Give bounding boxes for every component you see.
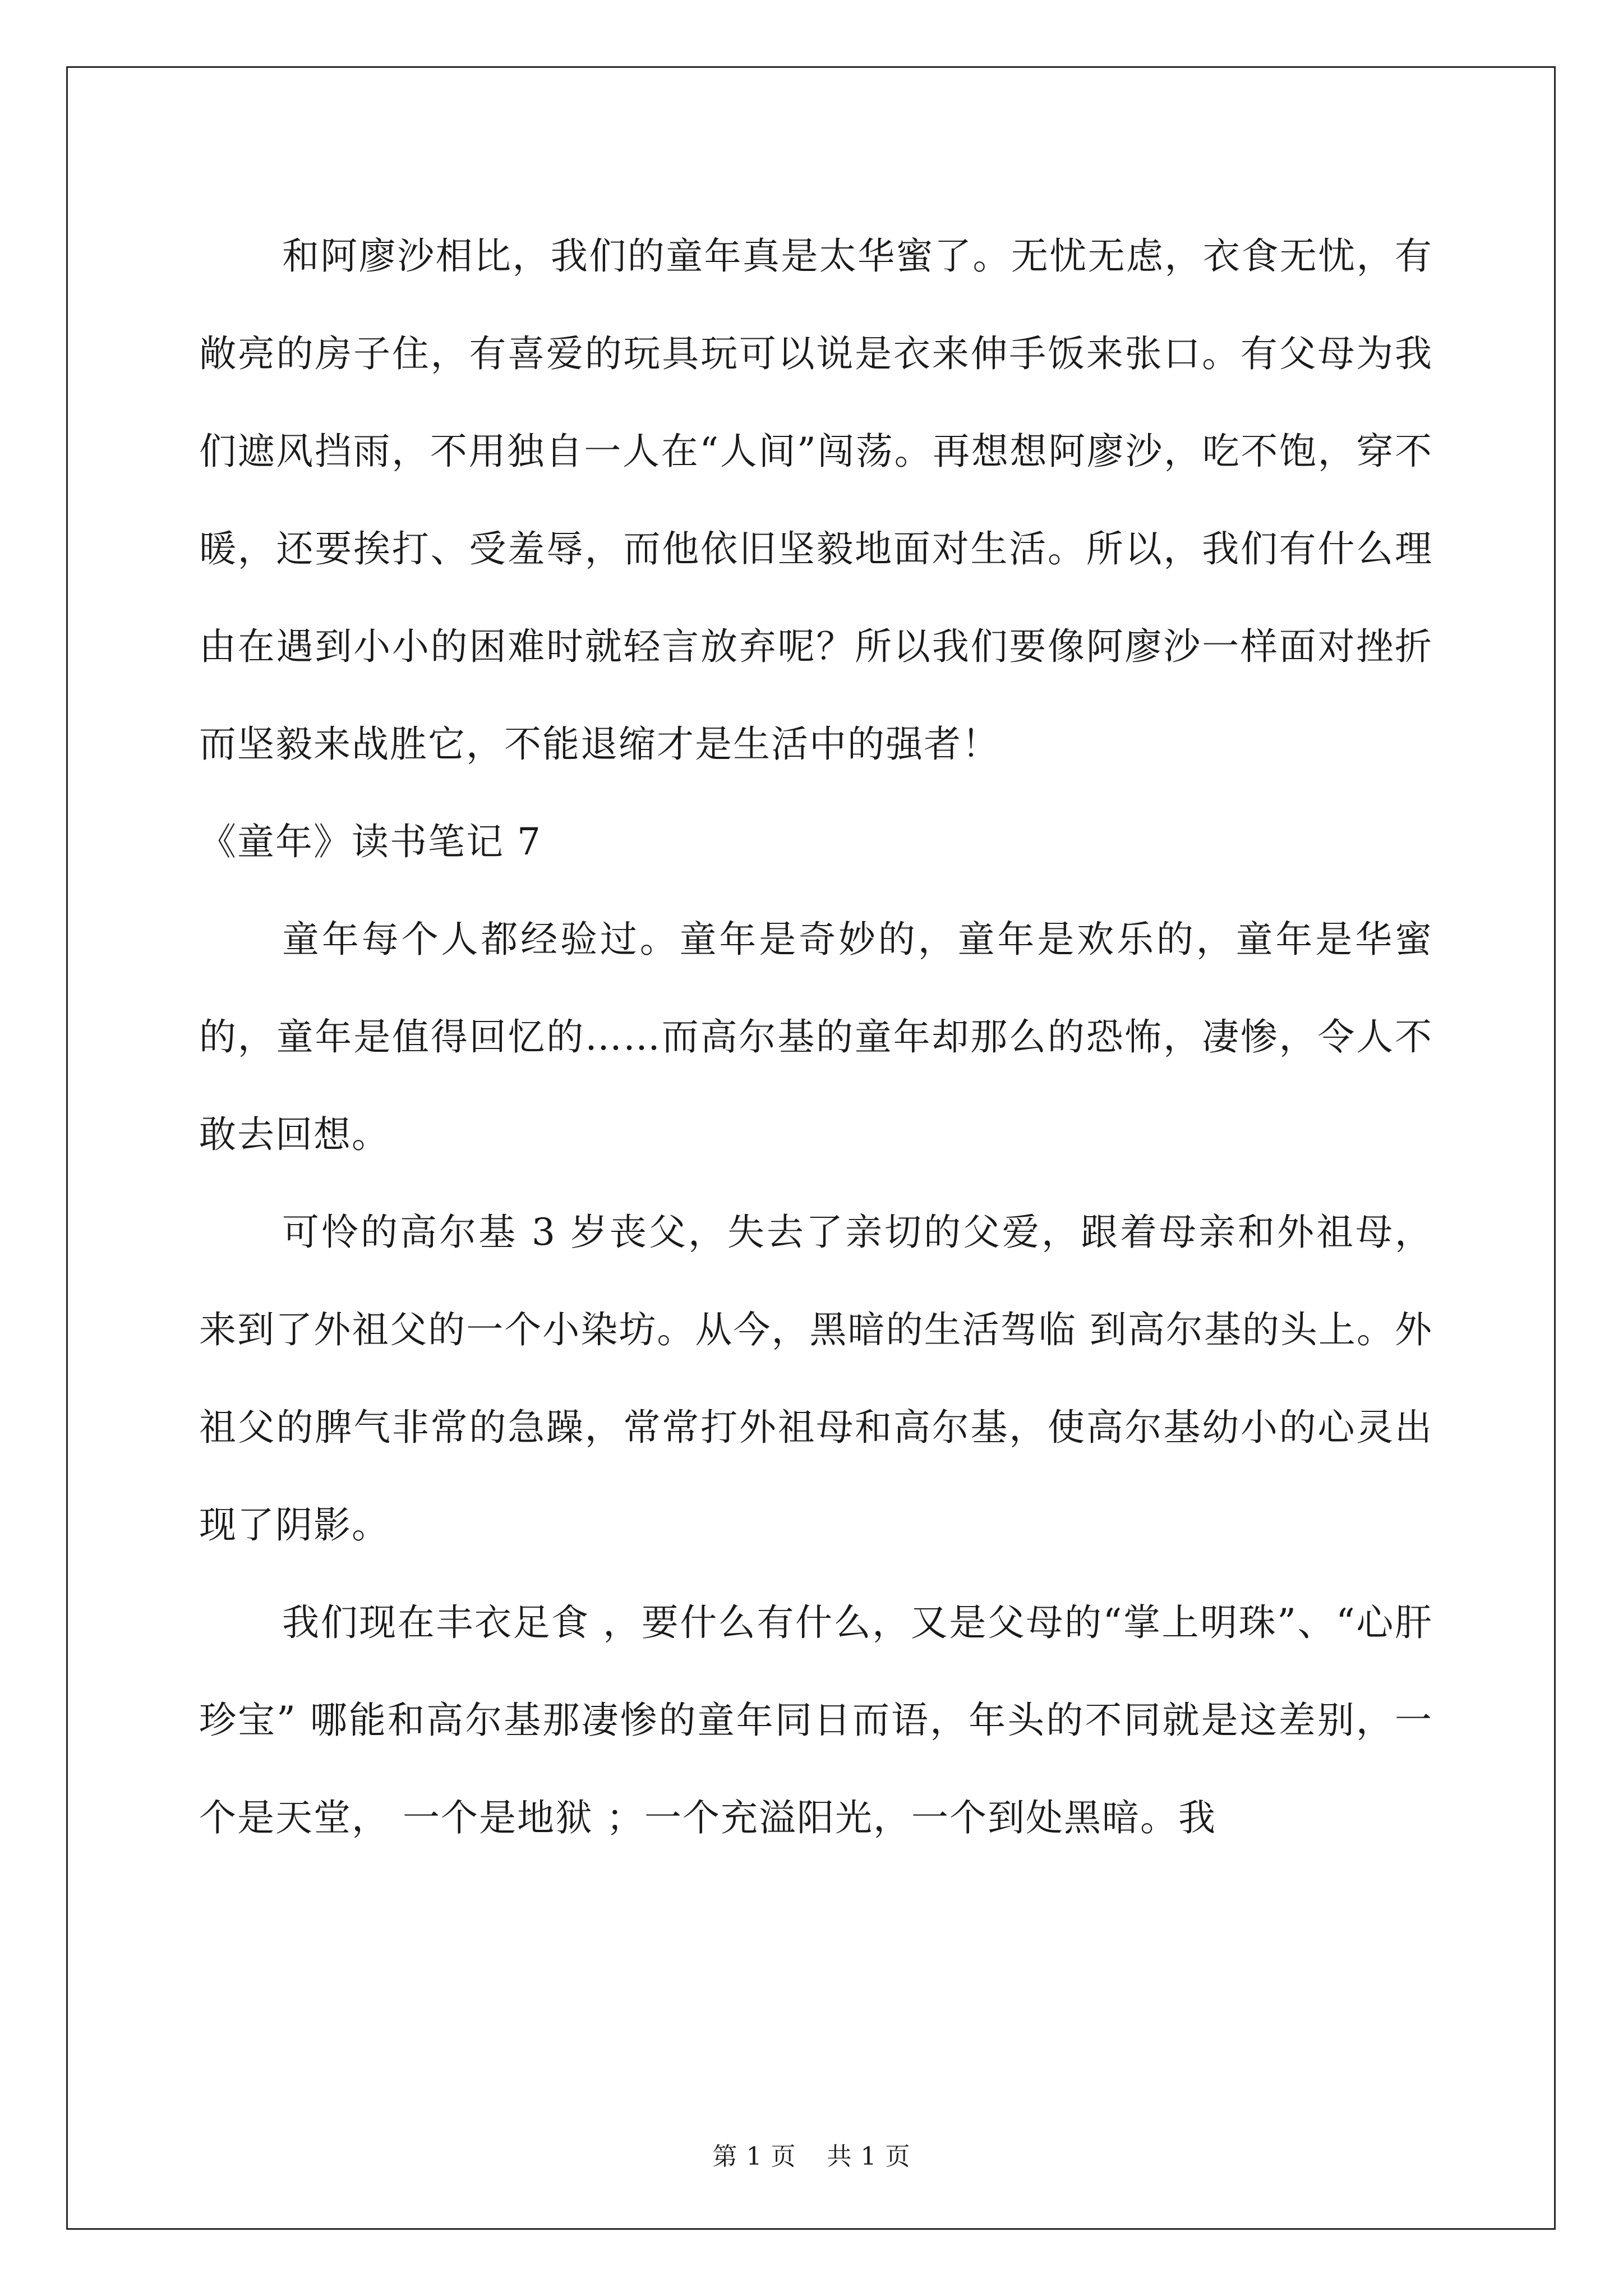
paragraph-1: 和阿廖沙相比，我们的童年真是太华蜜了。无忧无虑，衣食无忧，有敞亮的房子住，有喜爱的玩具玩可以说是衣来伸手饭来张口。有父母为我们遮风挡雨，不用独自一人在“人间”闯荡。再想想阿廖沙，吃不饱，穿不暖，还要挨打、受羞辱，而他依旧坚毅地面对生活。所以，我们有什么理由在遇到小小的困难时就轻言放弃呢？所以我们要像阿廖沙一样面对挫折而坚毅来战胜它，不能退缩才是生活中的强者！ [199,234,1433,766]
paragraph-3: 可怜的高尔基 3 岁丧父，失去了亲切的父爱，跟着母亲和外祖母，来到了外祖父的一个小染坊。从今，黑暗的生活驾临 到高尔基的头上。外祖父的脾气非常的急躁，常常打外祖母和高尔基，使高尔基幼小的心灵出现了阴影。 [199,1211,1433,1547]
page-number: 第 1 页 [712,2142,796,2171]
paragraph-4: 我们现在丰衣足食 ，要什么有什么，又是父母的“掌上明珠”、“心肝珍宝” 哪能和高尔基那凄惨的童年同日而语，年头的不同就是这差别，一个是天堂， 一个是地狱 ；一个充溢阳光，一个到处黑暗。我 [199,1601,1433,1839]
page-footer [0,2136,1623,2172]
paragraph-2: 童年每个人都经验过。童年是奇妙的，童年是欢乐的，童年是华蜜的，童年是值得回忆的……而高尔基的童年却那么的恐怖，凄惨，令人不敢去回想。 [199,918,1433,1156]
section-title: 《童年》读书笔记 7 [199,820,542,863]
document-body [199,208,1433,1867]
page-total: 共 1 页 [827,2142,911,2171]
